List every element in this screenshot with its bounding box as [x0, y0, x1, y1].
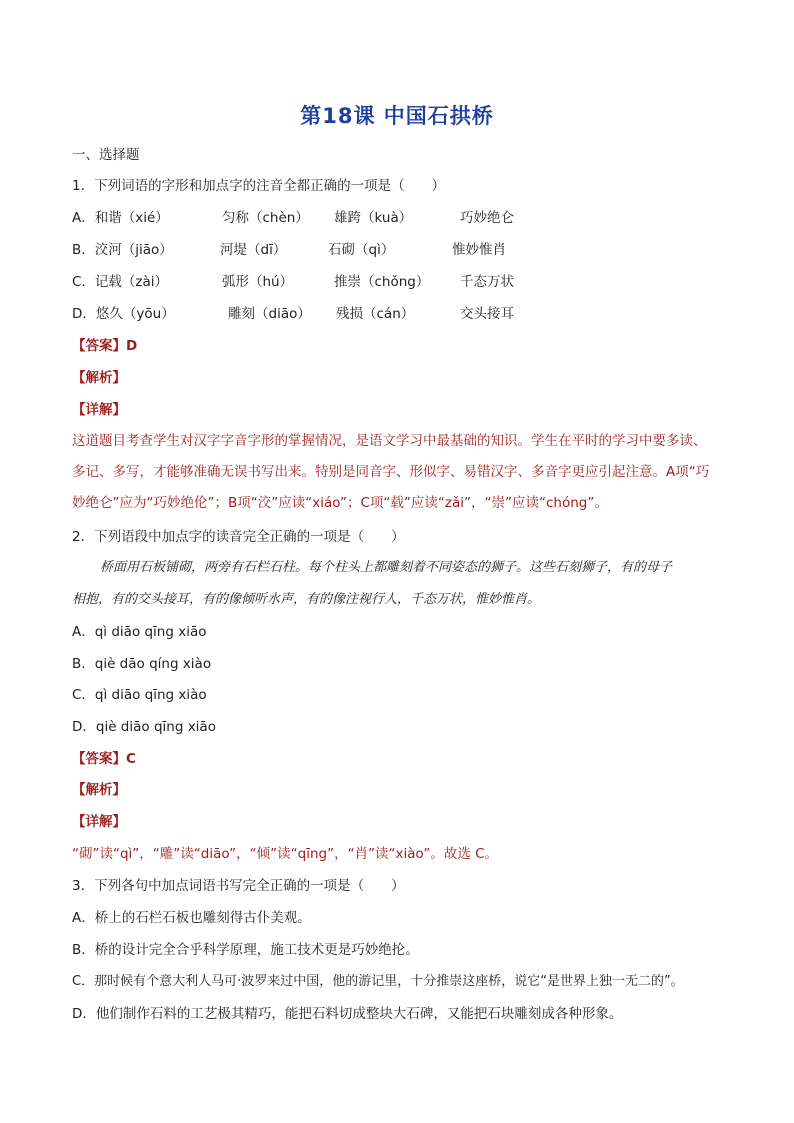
q2-option-b: B．qiè dāo qíng xiào [72, 656, 212, 672]
q1-d-term-1: D．悠久（yōu） [72, 306, 175, 322]
question-3-stem: 3．下列各句中加点词语书写完全正确的一项是（ ） [72, 878, 405, 894]
q1-detail-line-2: 多记、多写，才能够准确无误书写出来。特别是同音字、形似字、易错汉字、多音字更应引起注意。A项“巧 [72, 464, 710, 480]
section-heading: 一、选择题 [72, 147, 140, 163]
q1-detail-line-3: 妙绝仑”应为“巧妙绝伦”；B项“洨”应读“xiáo”；C项“载”应读“zǎi”，“崇”应读“chóng”。 [72, 495, 608, 511]
q1-d-term-4: 交头接耳 [460, 306, 514, 322]
q1-c-term-3: 推崇（chǒng） [334, 274, 430, 290]
q2-passage-line-1: 桥面用石板铺砌，两旁有石栏石柱。每个柱头上都雕刻着不同姿态的狮子。这些石刻狮子，有的母子 [100, 560, 673, 575]
q1-detail-line-1: 这道题目考查学生对汉字字音字形的掌握情况，是语文学习中最基础的知识。学生在平时的学习中要多读、 [72, 433, 707, 449]
q1-d-term-3: 残损（cán） [336, 306, 415, 322]
q1-analysis-label: 【解析】 [72, 370, 126, 386]
q1-a-term-4: 巧妙绝仑 [460, 210, 514, 226]
q1-detail-text [72, 426, 724, 519]
q2-passage-line-2: 相抱，有的交头接耳，有的像倾听水声，有的像注视行人，千态万状，惟妙惟肖。 [72, 592, 541, 607]
q1-a-term-1: A．和谐（xié） [72, 210, 169, 226]
page-title: 第18课 中国石拱桥 [300, 104, 494, 128]
q1-b-term-2: 河堤（dī） [220, 242, 287, 258]
q2-answer: 【答案】C [72, 751, 136, 767]
q3-option-b: B．桥的设计完全合乎科学原理，施工技术更是巧妙绝抡。 [72, 942, 419, 958]
q1-a-term-3: 雄跨（kuà） [334, 210, 413, 226]
question-2-stem: 2．下列语段中加点字的读音完全正确的一项是（ ） [72, 529, 405, 545]
q3-option-c: C．那时候有个意大利人马可·波罗来过中国，他的游记里，十分推崇这座桥，说它“是世界上独一无二的”。 [72, 974, 684, 989]
q1-d-term-2: 雕刻（diāo） [228, 306, 311, 322]
q1-b-term-4: 惟妙惟肖 [452, 242, 506, 258]
q1-detail-label: 【详解】 [72, 402, 126, 418]
q2-option-a: A．qì diāo qīng xiāo [72, 624, 207, 640]
q1-c-term-1: C．记载（zài） [72, 274, 169, 290]
q2-detail-text: “砌”读“qì”，“雕”读“diāo”，“倾”读“qīng”，“肖”读“xiào”。故选 C。 [72, 846, 499, 862]
q2-option-c: C．qì diāo qīng xiào [72, 687, 207, 703]
q3-option-a: A．桥上的石栏石板也雕刻得古仆美观。 [72, 910, 311, 926]
q1-c-term-4: 千态万状 [460, 274, 514, 290]
q1-b-term-3: 石砌（qì） [328, 242, 395, 258]
q1-answer: 【答案】D [72, 338, 138, 354]
q2-detail-label: 【详解】 [72, 814, 126, 830]
q1-c-term-2: 弧形（hú） [222, 274, 294, 290]
q3-option-d: D．他们制作石料的工艺极其精巧，能把石料切成整块大石碑，又能把石块雕刻成各种形象。 [72, 1006, 623, 1022]
q1-b-term-1: B．洨河（jiāo） [72, 242, 173, 258]
q2-analysis-label: 【解析】 [72, 782, 126, 798]
q2-option-d: D．qiè diāo qīng xiāo [72, 719, 216, 735]
question-1-stem: 1．下列词语的字形和加点字的注音全都正确的一项是（ ） [72, 178, 446, 194]
q1-a-term-2: 匀称（chèn） [222, 210, 309, 226]
